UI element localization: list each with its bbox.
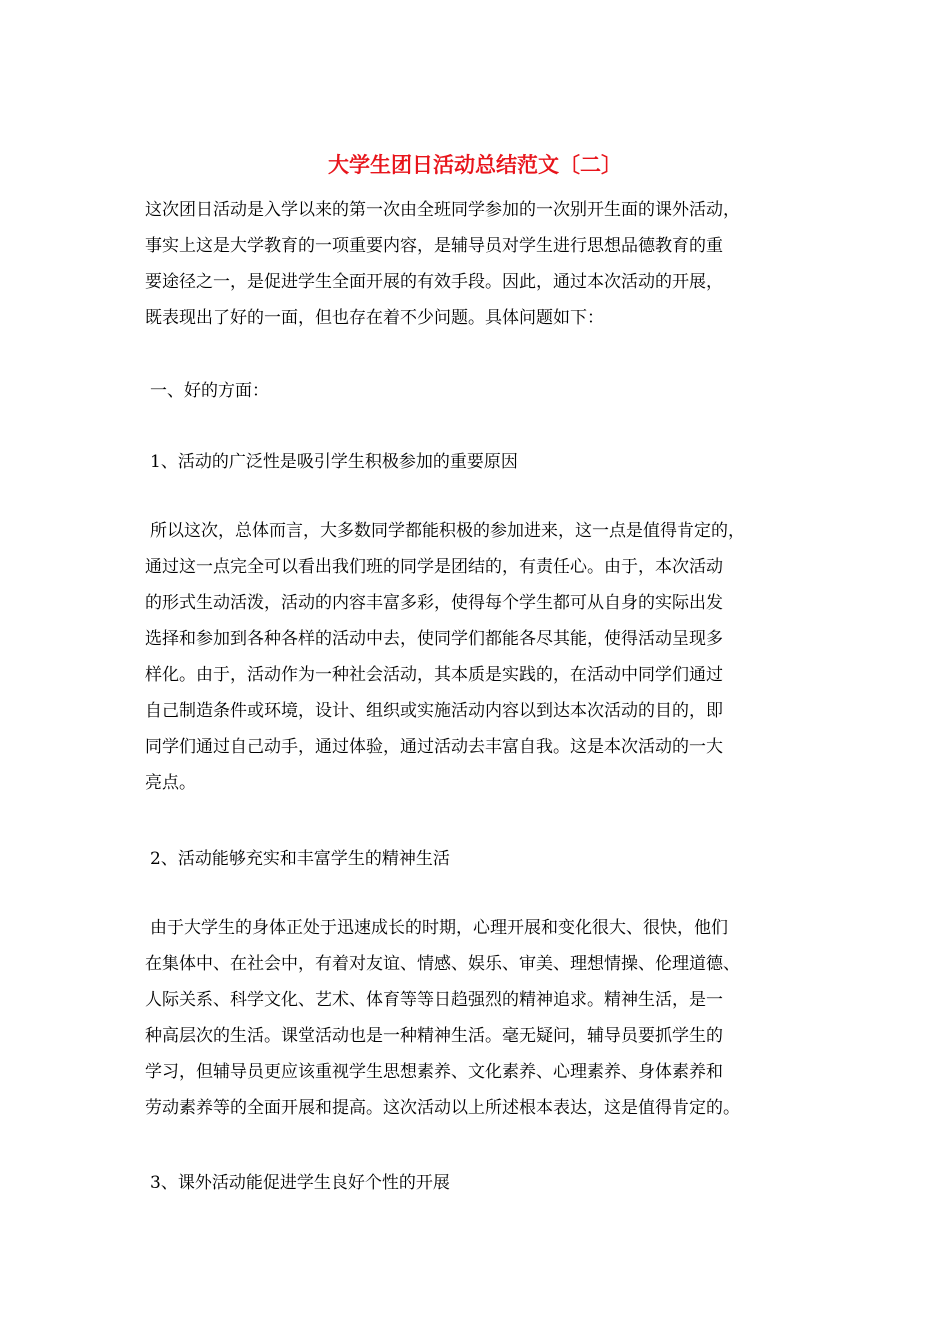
point-3-heading: 3、课外活动能促进学生良好个性的开展 — [150, 1173, 450, 1193]
document-title: 大学生团日活动总结范文〔二〕 — [328, 152, 622, 177]
point-2-line-4: 种高层次的生活。课堂活动也是一种精神生活。毫无疑问，辅导员要抓学生的 — [145, 1026, 723, 1046]
point-2-heading: 2、活动能够充实和丰富学生的精神生活 — [150, 849, 450, 869]
intro-line-1: 这次团日活动是入学以来的第一次由全班同学参加的一次别开生面的课外活动， — [145, 200, 740, 220]
point-1-line-3: 的形式生动活泼，活动的内容丰富多彩，使得每个学生都可从自身的实际出发 — [145, 593, 723, 613]
point-1-line-4: 选择和参加到各种各样的活动中去，使同学们都能各尽其能，使得活动呈现多 — [145, 629, 723, 649]
point-2-line-1: 由于大学生的身体正处于迅速成长的时期，心理开展和变化很大、很快，他们 — [150, 918, 728, 938]
intro-line-4: 既表现出了好的一面，但也存在着不少问题。具体问题如下： — [145, 308, 604, 328]
point-1-line-1: 所以这次，总体而言，大多数同学都能积极的参加进来，这一点是值得肯定的， — [150, 521, 745, 541]
point-1-line-2: 通过这一点完全可以看出我们班的同学是团结的，有责任心。由于，本次活动 — [145, 557, 723, 577]
point-2-line-2: 在集体中、在社会中，有着对友谊、情感、娱乐、审美、理想情操、伦理道德、 — [145, 954, 740, 974]
point-2-line-5: 学习，但辅导员更应该重视学生思想素养、文化素养、心理素养、身体素养和 — [145, 1062, 723, 1082]
point-1-line-7: 同学们通过自己动手，通过体验，通过活动去丰富自我。这是本次活动的一大 — [145, 737, 723, 757]
point-1-line-8: 亮点。 — [145, 773, 196, 793]
point-2-line-6: 劳动素养等的全面开展和提高。这次活动以上所述根本表达，这是值得肯定的。 — [145, 1098, 740, 1118]
point-1-heading: 1、活动的广泛性是吸引学生积极参加的重要原因 — [150, 452, 518, 472]
section-heading-good-aspects: 一、好的方面： — [150, 381, 269, 401]
intro-line-3: 要途径之一，是促进学生全面开展的有效手段。因此，通过本次活动的开展， — [145, 272, 723, 292]
point-2-line-3: 人际关系、科学文化、艺术、体育等等日趋强烈的精神追求。精神生活，是一 — [145, 990, 723, 1010]
intro-line-2: 事实上这是大学教育的一项重要内容，是辅导员对学生进行思想品德教育的重 — [145, 236, 723, 256]
point-1-line-6: 自己制造条件或环境，设计、组织或实施活动内容以到达本次活动的目的，即 — [145, 701, 723, 721]
point-1-line-5: 样化。由于，活动作为一种社会活动，其本质是实践的，在活动中同学们通过 — [145, 665, 723, 685]
